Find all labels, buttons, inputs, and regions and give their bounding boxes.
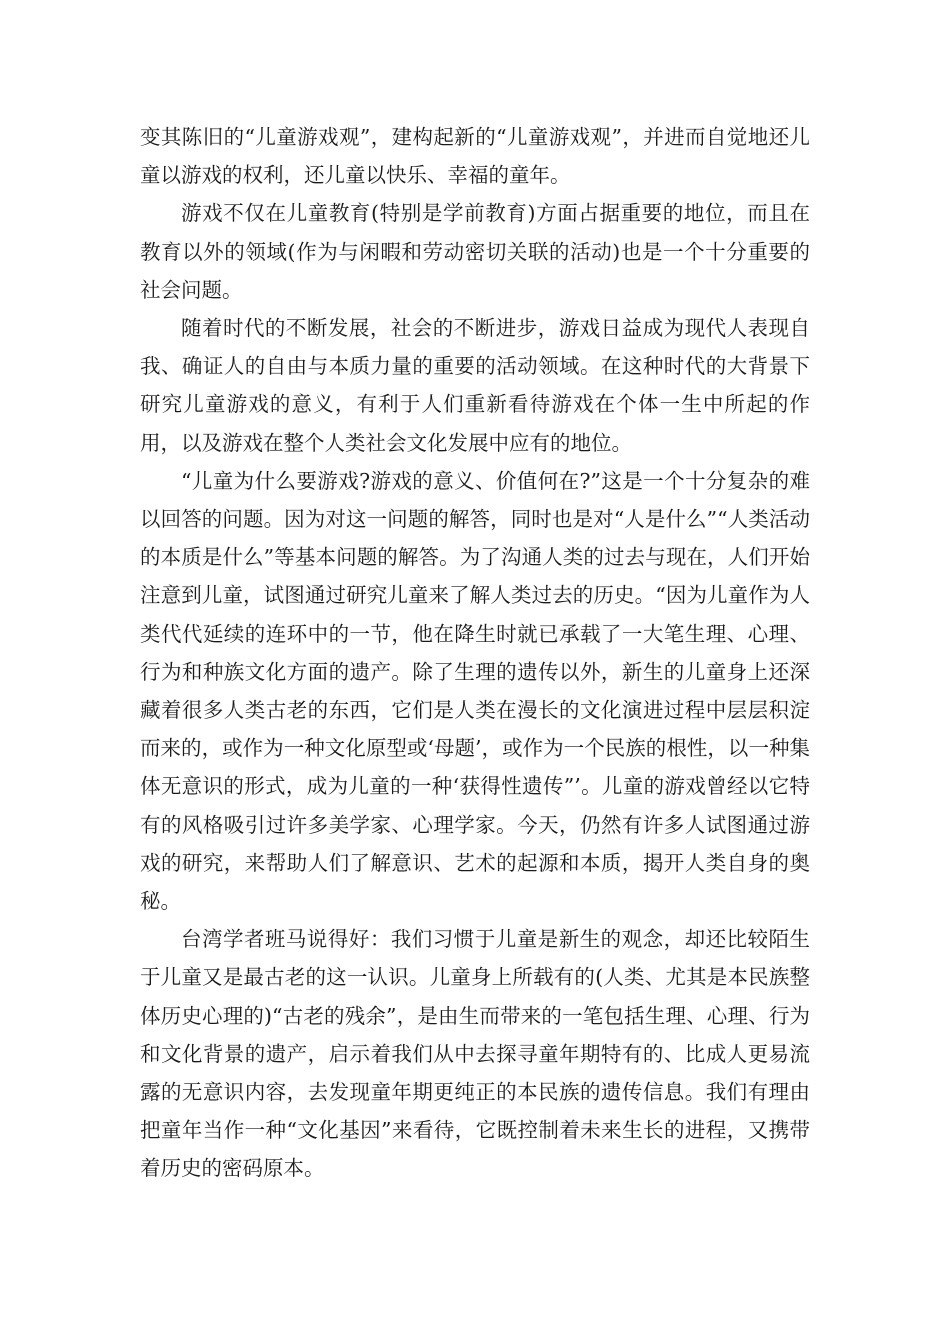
paragraph-3: 随着时代的不断发展，社会的不断进步，游戏日益成为现代人表现自我、确证人的自由与本质力量的重要的活动领域。在这种时代的大背景下研究儿童游戏的意义，有利于人们重新看待游戏在个体一生中所起的作用，以及游戏在整个人类社会文化发展中应有的地位。 [140, 316, 810, 455]
body-text [140, 118, 810, 1188]
paragraph-5: 台湾学者班马说得好：我们习惯于儿童是新生的观念，却还比较陌生于儿童又是最古老的这一认识。儿童身上所载有的(人类、尤其是本民族整体历史心理的)“古老的残余”，是由生而带来的一笔包括生理、心理、行为和文化背景的遗产，启示着我们从中去探寻童年期特有的、比成人更易流露的无意识内容，去发现童年期更纯正的本民族的遗传信息。我们有理由把童年当作一种“文化基因”来看待，它既控制着未来生长的进程，又携带着历史的密码原本。 [140, 927, 810, 1181]
paragraph-2: 游戏不仅在儿童教育(特别是学前教育)方面占据重要的地位，而且在教育以外的领域(作为与闲暇和劳动密切关联的活动)也是一个十分重要的社会问题。 [140, 201, 810, 302]
paragraph-1: 变其陈旧的“儿童游戏观”，建构起新的“儿童游戏观”，并进而自觉地还儿童以游戏的权利，还儿童以快乐、幸福的童年。 [140, 125, 810, 188]
paragraph-4: “儿童为什么要游戏?游戏的意义、价值何在?”这是一个十分复杂的难以回答的问题。因为对这一问题的解答，同时也是对“人是什么”“人类活动的本质是什么”等基本问题的解答。为了沟通人类的过去与现在，人们开始注意到儿童，试图通过研究儿童来了解人类过去的历史。“因为儿童作为人类代代延续的连环中的一节，他在降生时就已承载了一大笔生理、心理、行为和种族文化方面的遗产。除了生理的遗传以外，新生的儿童身上还深藏着很多人类古老的东西，它们是人类在漫长的文化演进过程中层层积淀而来的，或作为一种文化原型或‘母题’，或作为一个民族的根性，以一种集体无意识的形式，成为儿童的一种‘获得性遗传”’。儿童的游戏曾经以它特有的风格吸引过许多美学家、心理学家。今天，仍然有许多人试图通过游戏的研究，来帮助人们了解意识、艺术的起源和本质，揭开人类自身的奥秘。 [140, 468, 810, 914]
